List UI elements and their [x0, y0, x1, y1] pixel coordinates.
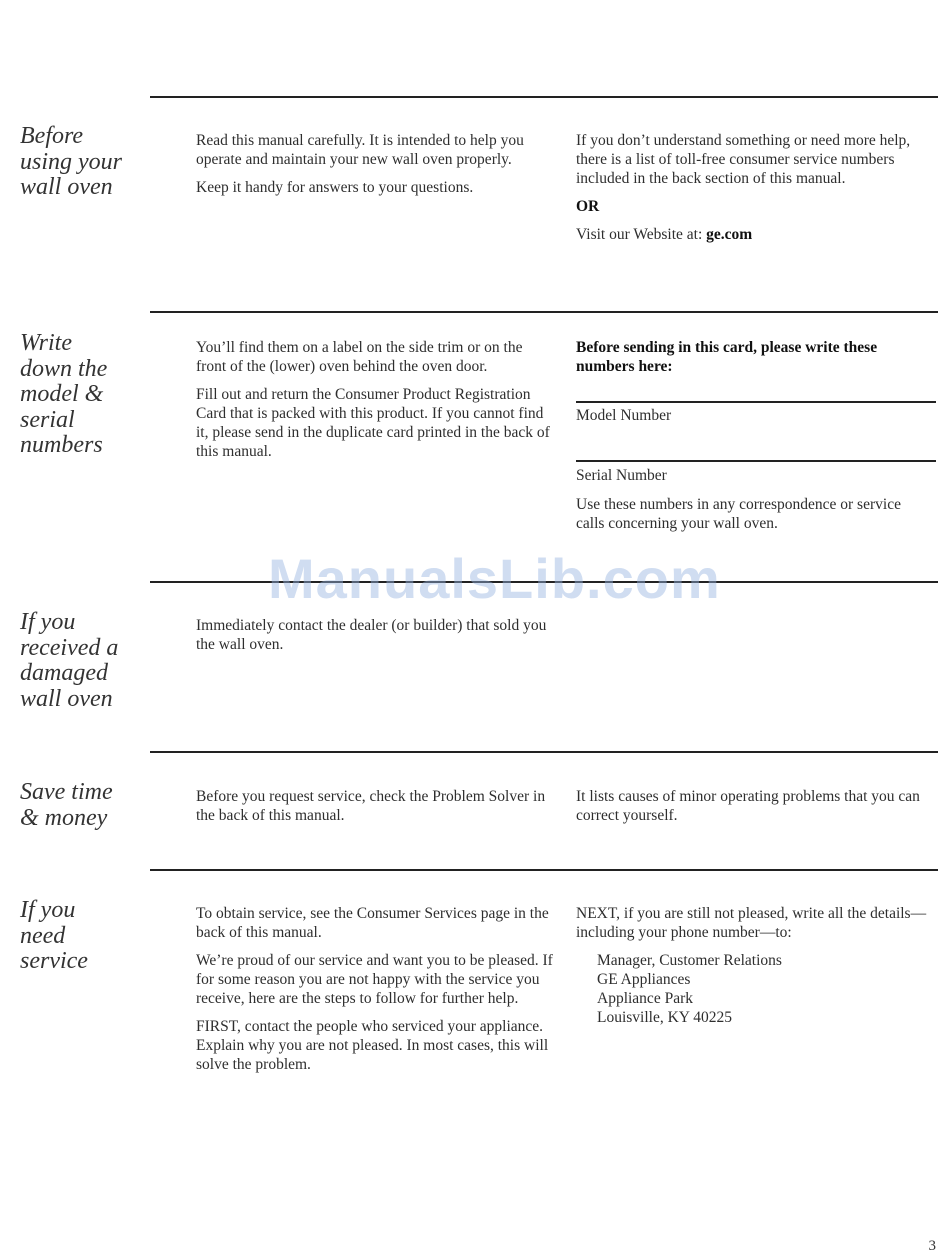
heading-line: If you	[20, 609, 76, 635]
heading-line: service	[20, 948, 88, 974]
heading-line: model &	[20, 381, 104, 407]
heading-write-model-serial	[20, 331, 150, 459]
numbers-instruction: Before sending in this card, please write these numbers here:	[576, 339, 878, 375]
paragraph: Use these numbers in any correspondence or service calls concerning your wall oven.	[576, 496, 901, 532]
model-number-line[interactable]	[576, 401, 936, 403]
address-line: Louisville, KY 40225	[597, 1009, 733, 1026]
website-link[interactable]: ge.com	[706, 226, 753, 243]
heading-line: wall oven	[20, 685, 113, 712]
model-number-label: Model Number	[576, 407, 672, 424]
website-line	[576, 225, 931, 244]
heading-before-using	[20, 124, 150, 201]
address-line: GE Appliances	[597, 971, 691, 988]
heading-line: Save time	[20, 779, 113, 805]
paragraph: NEXT, if you are still not pleased, write all the details—including your phone number—to:	[576, 905, 927, 941]
damaged-col1	[196, 616, 556, 663]
heading-line: & money	[20, 804, 108, 831]
section-divider-before	[150, 96, 938, 98]
paragraph: It lists causes of minor operating problems that you can correct yourself.	[576, 788, 920, 824]
heading-line: Write	[20, 330, 72, 356]
before-col2	[576, 131, 931, 253]
serial-number-label: Serial Number	[576, 467, 667, 484]
heading-line: numbers	[20, 432, 103, 458]
address-line: Appliance Park	[597, 990, 693, 1007]
paragraph: You’ll find them on a label on the side trim or on the front of the (lower) oven behind the oven door.	[196, 339, 523, 375]
model-col1	[196, 338, 556, 470]
service-col1	[196, 904, 556, 1083]
paragraph: To obtain service, see the Consumer Services page in the back of this manual.	[196, 905, 549, 941]
save-col2	[576, 787, 931, 834]
serial-number-line[interactable]	[576, 460, 936, 462]
section-divider-model	[150, 311, 938, 313]
section-divider-service	[150, 869, 938, 871]
address-line: Manager, Customer Relations	[597, 952, 782, 969]
heading-line: need	[20, 922, 66, 949]
paragraph: Before you request service, check the Problem Solver in the back of this manual.	[196, 788, 546, 824]
heading-line: down the	[20, 355, 108, 382]
paragraph: Keep it handy for answers to your questions.	[196, 179, 474, 196]
heading-line: damaged	[20, 660, 108, 686]
heading-need-service	[20, 898, 150, 975]
heading-line: received a	[20, 634, 119, 661]
paragraph: FIRST, contact the people who serviced your appliance. Explain why you are not pleased. In most cases, this will solve the problem.	[196, 1018, 549, 1073]
model-col2	[576, 338, 931, 385]
paragraph: Fill out and return the Consumer Product Registration Card that is packed with this product. If you cannot find it, please send in the duplicate card printed in the back of this manual.	[196, 386, 550, 460]
heading-line: Before	[20, 123, 84, 149]
heading-line: using your	[20, 148, 122, 175]
website-prefix: Visit our Website at:	[576, 226, 707, 243]
watermark: ManualsLib.com	[268, 547, 721, 610]
mailing-address	[576, 951, 931, 1027]
heading-line: If you	[20, 897, 76, 923]
paragraph: If you don’t understand something or need more help, there is a list of toll-free consumer service numbers included in the back section of this manual.	[576, 132, 911, 187]
section-divider-save	[150, 751, 938, 753]
paragraph: Immediately contact the dealer (or builder) that sold you the wall oven.	[196, 617, 547, 653]
or-label: OR	[576, 198, 600, 215]
paragraph: Read this manual carefully. It is intended to help you operate and maintain your new wall oven properly.	[196, 132, 524, 168]
save-col1	[196, 787, 556, 834]
model-note	[576, 495, 931, 542]
before-col1	[196, 131, 556, 206]
service-col2	[576, 904, 931, 1027]
heading-save-time	[20, 780, 150, 831]
heading-line: wall oven	[20, 174, 113, 200]
heading-damaged-oven	[20, 610, 150, 712]
page-number: 3	[928, 1238, 936, 1254]
heading-line: serial	[20, 406, 75, 433]
paragraph: We’re proud of our service and want you to be pleased. If for some reason you are not happy with the service you receive, here are the steps to follow for further help.	[196, 952, 553, 1007]
